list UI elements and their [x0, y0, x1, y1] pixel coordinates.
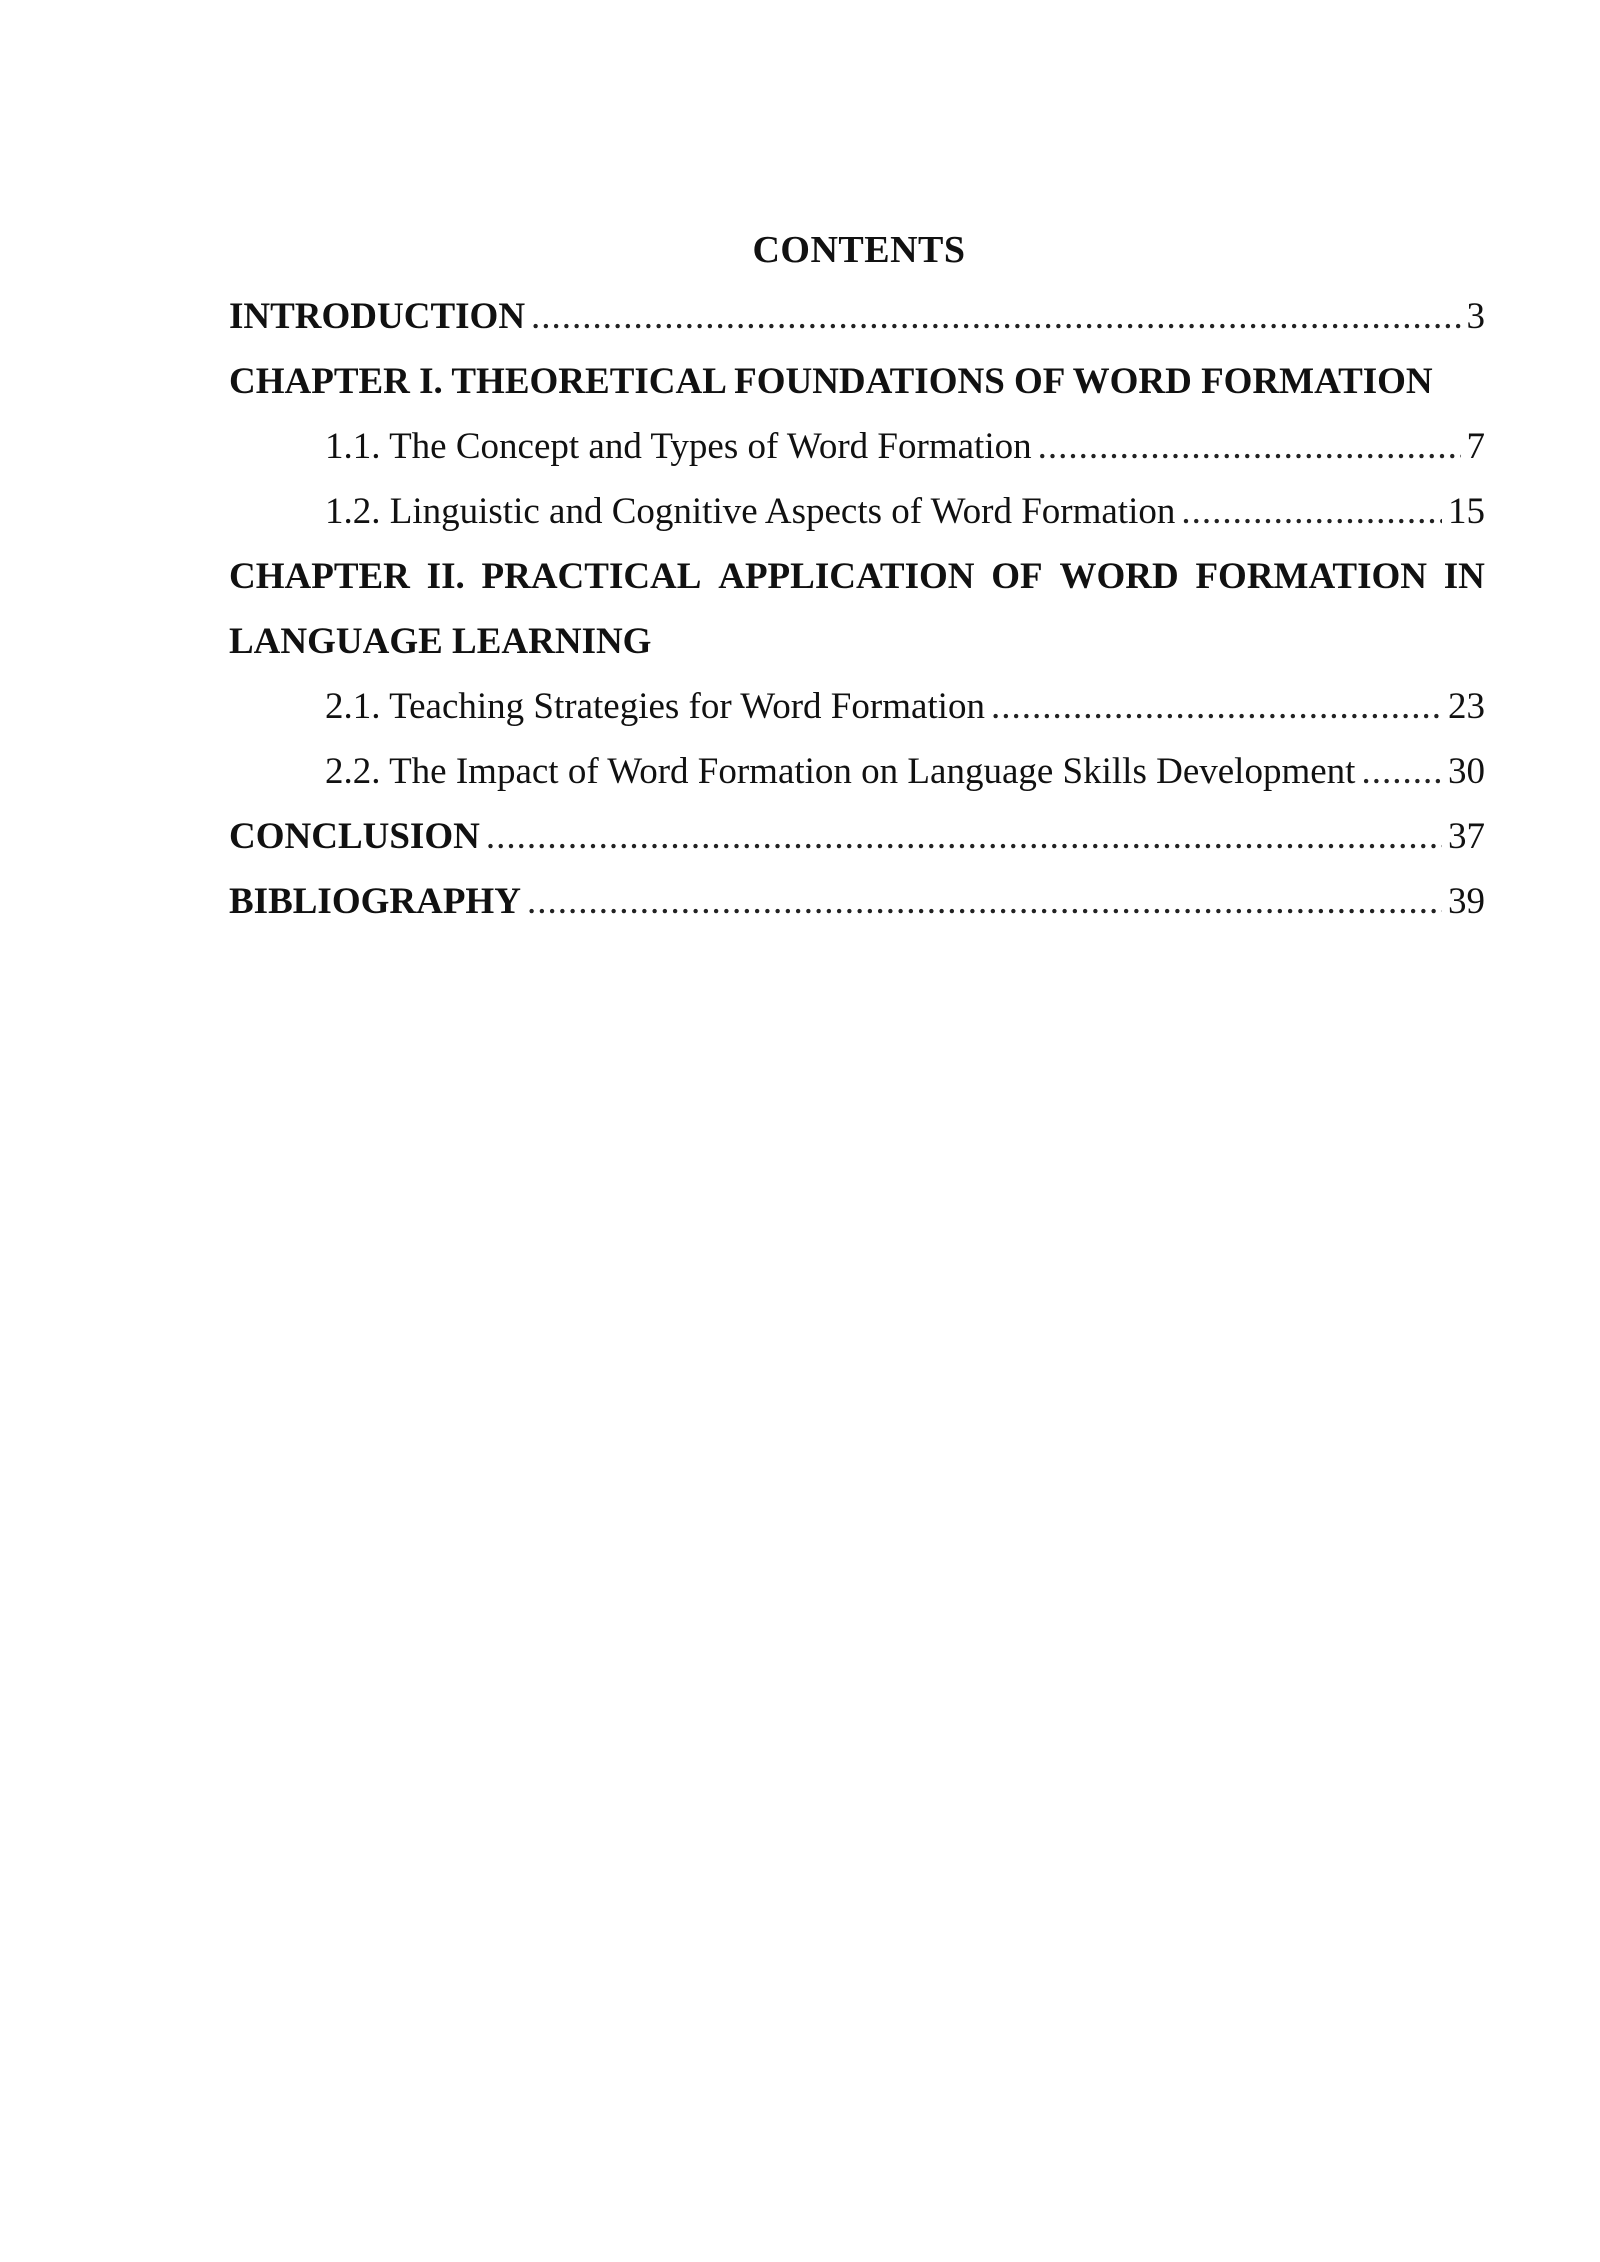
dot-leader: [991, 674, 1442, 739]
toc-entry-page: 7: [1466, 426, 1485, 467]
dot-leader: [486, 804, 1442, 869]
toc-entry-section-2-1: [229, 674, 1485, 739]
heading-word: IN: [1443, 556, 1485, 597]
toc-entry-page: 39: [1448, 881, 1485, 922]
dot-leader: [527, 869, 1442, 934]
heading-word: CHAPTER: [229, 556, 410, 597]
toc-entry-label: 2.2. The Impact of Word Formation on Language Skills Development: [325, 751, 1356, 792]
heading-word: PRACTICAL: [481, 556, 702, 597]
heading-word: APPLICATION: [718, 556, 975, 597]
toc-entry-label: BIBLIOGRAPHY: [229, 881, 521, 922]
heading-word: II.: [426, 556, 465, 597]
toc-entry-section-1-1: [229, 414, 1485, 479]
toc-entry-page: 3: [1466, 296, 1485, 337]
toc-entry-label: CONCLUSION: [229, 816, 480, 857]
heading-word: OF: [991, 556, 1043, 597]
contents-title: CONTENTS: [752, 229, 966, 271]
toc-entry-conclusion: [229, 804, 1485, 869]
toc-entry-section-2-2: [229, 739, 1485, 804]
toc-entry-page: 23: [1448, 686, 1485, 727]
toc-entry-page: 37: [1448, 816, 1485, 857]
toc-entry-bibliography: [229, 869, 1485, 934]
toc-entry-chapter-2-line-1: [229, 544, 1485, 609]
toc-entry-page: 30: [1448, 751, 1485, 792]
heading-word: WORD: [1059, 556, 1179, 597]
dot-leader: [1181, 479, 1442, 544]
heading-word: FORMATION: [1195, 556, 1428, 597]
toc-entry-page: 15: [1448, 491, 1485, 532]
toc-entry-chapter-2-line-2: [229, 609, 1485, 674]
toc-entry-chapter-1: [229, 349, 1485, 414]
dot-leader: [1038, 414, 1461, 479]
dot-leader: [1361, 739, 1442, 804]
toc-entry-label: 2.1. Teaching Strategies for Word Formation: [325, 686, 985, 727]
toc-entry-label: INTRODUCTION: [229, 296, 526, 337]
toc-entry-section-1-2: [229, 479, 1485, 544]
toc-entry-label: 1.2. Linguistic and Cognitive Aspects of Word Formation: [325, 491, 1176, 532]
dot-leader: [531, 284, 1460, 349]
toc-entry-introduction: [229, 284, 1485, 349]
toc-entry-label: 1.1. The Concept and Types of Word Formation: [325, 426, 1032, 467]
table-of-contents: [229, 284, 1485, 934]
toc-entry-label: LANGUAGE LEARNING: [229, 621, 652, 662]
toc-entry-label: CHAPTER I. THEORETICAL FOUNDATIONS OF WORD FORMATION: [229, 361, 1433, 402]
